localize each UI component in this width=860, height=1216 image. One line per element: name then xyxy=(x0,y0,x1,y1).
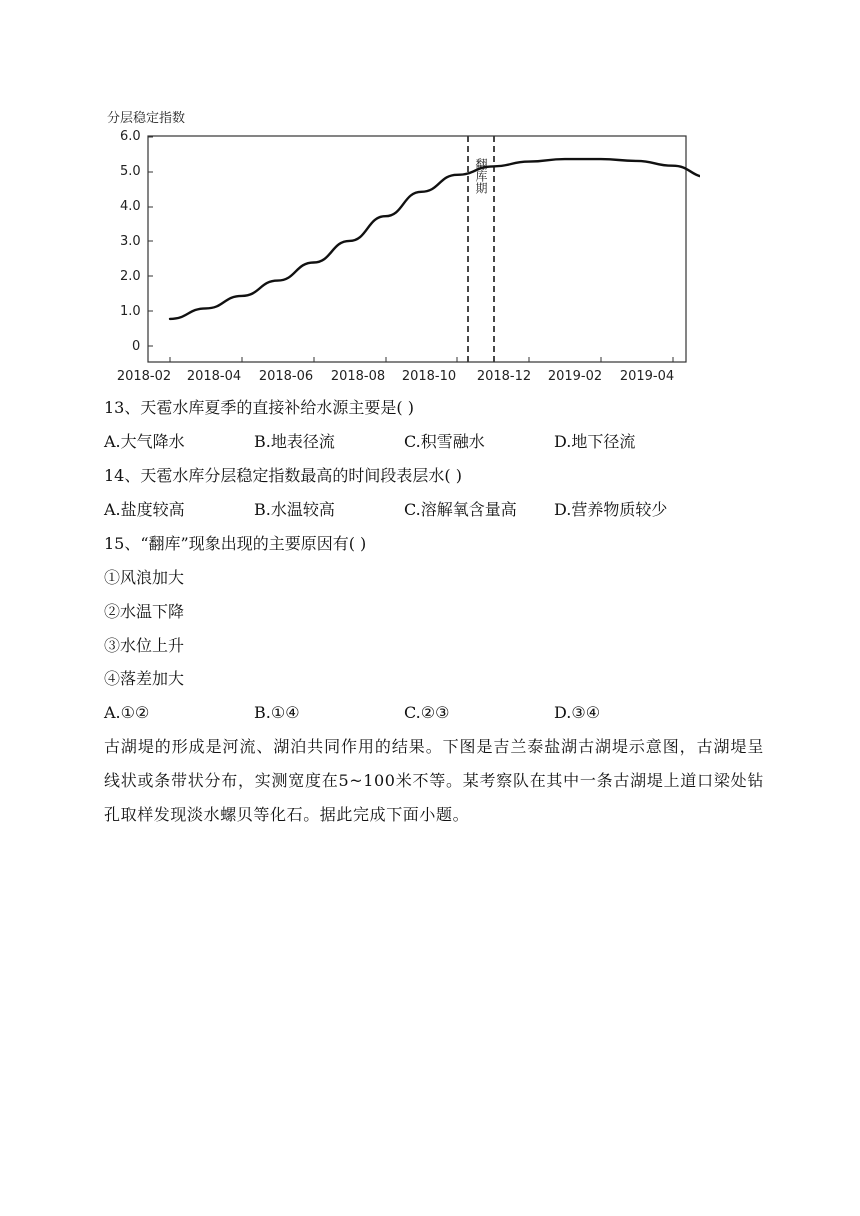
plot-frame xyxy=(148,136,686,362)
question-13: 13、天雹水库夏季的直接补给水源主要是( ) xyxy=(104,398,414,417)
option-a: A.①② xyxy=(104,703,150,722)
band-label: 翻库期 xyxy=(474,158,488,194)
statement-item: ②水温下降 xyxy=(104,602,185,621)
series-line xyxy=(170,159,700,345)
y-tick-label: 3.0 xyxy=(120,234,141,249)
chart-title: 分层稳定指数 xyxy=(107,111,186,126)
statement-item: ③水位上升 xyxy=(104,636,185,655)
x-tick-label: 2018-06 xyxy=(258,369,314,384)
option-a: A.大气降水 xyxy=(104,432,185,451)
x-tick-label: 2018-10 xyxy=(401,369,457,384)
option-d: D.营养物质较少 xyxy=(554,500,668,519)
intro-paragraph: 古湖堤的形成是河流、湖泊共同作用的结果。下图是吉兰泰盐湖古湖堤示意图，古湖堤呈线状或条带状分布，实测宽度在5~100米不等。某考察队在其中一条古湖堤上道口梁处钻孔取样发现淡水螺贝等化石。据此完成下面小题。 xyxy=(104,737,764,824)
statement-item: ①风浪加大 xyxy=(104,568,185,587)
x-tick-label: 2018-04 xyxy=(186,369,242,384)
option-b: B.地表径流 xyxy=(254,432,335,451)
x-tick-label: 2019-04 xyxy=(619,369,675,384)
x-tick-label: 2019-02 xyxy=(547,369,603,384)
option-a: A.盐度较高 xyxy=(104,500,185,519)
statement-item: ④落差加大 xyxy=(104,669,185,688)
stability-index-chart xyxy=(100,100,700,390)
option-c: C.溶解氧含量高 xyxy=(404,500,517,519)
option-c: C.②③ xyxy=(404,703,450,722)
option-d: D.③④ xyxy=(554,703,601,722)
y-tick-label: 5.0 xyxy=(120,164,141,179)
option-b: B.①④ xyxy=(254,703,300,722)
option-c: C.积雪融水 xyxy=(404,432,485,451)
x-tick-label: 2018-08 xyxy=(330,369,386,384)
question-15: 15、“翻库”现象出现的主要原因有( ) xyxy=(104,534,367,553)
y-tick-label: 1.0 xyxy=(120,304,141,319)
x-tick-label: 2018-12 xyxy=(476,369,532,384)
x-tick-label: 2018-02 xyxy=(116,369,172,384)
question-14: 14、天雹水库分层稳定指数最高的时间段表层水( ) xyxy=(104,466,462,485)
y-tick-label: 4.0 xyxy=(120,199,141,214)
y-tick-label: 0 xyxy=(132,339,141,354)
y-tick-label: 2.0 xyxy=(120,269,141,284)
y-tick-label: 6.0 xyxy=(120,129,141,144)
option-d: D.地下径流 xyxy=(554,432,636,451)
option-b: B.水温较高 xyxy=(254,500,335,519)
